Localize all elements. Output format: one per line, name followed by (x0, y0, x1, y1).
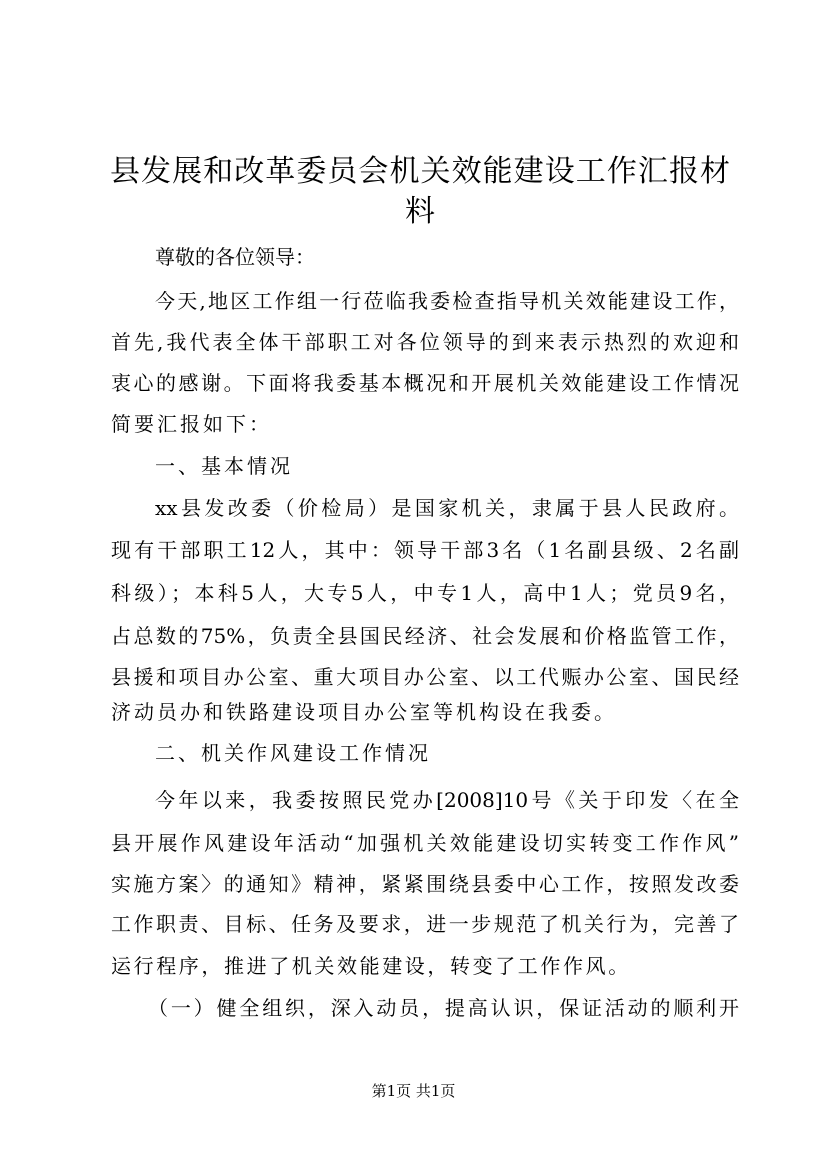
text-line: 科级）；本科5人，大专5人，中专1人，高中1人；党员9名， (111, 581, 739, 605)
section-heading-1: 一、基本情况 (155, 454, 293, 478)
text-line: 占总数的75%，负责全县国民经济、社会发展和价格监管工作， (111, 624, 739, 648)
page-footer: 第1页 共1页 (371, 1082, 456, 1100)
text-line: 衷心的感谢。下面将我委基本概况和开展机关效能建设工作情况 (111, 371, 739, 395)
text-line: 实施方案〉的通知》精神，紧紧围绕县委中心工作，按照发改委 (111, 872, 739, 896)
text-line: 今年以来，我委按照民党办[2008]10号《关于印发〈在全 (155, 788, 739, 812)
document-title-line-1: 县发展和改革委员会机关效能建设工作汇报材 (110, 154, 730, 189)
text-line: xx县发改委（价检局）是国家机关，隶属于县人民政府。 (155, 496, 739, 520)
text-line: 运行程序，推进了机关效能建设，转变了工作作风。 (111, 954, 631, 978)
section-heading-2: 二、机关作风建设工作情况 (155, 741, 431, 765)
document-title-line-2: 料 (405, 194, 435, 229)
text-line: 今天,地区工作组一行莅临我委检查指导机关效能建设工作， (155, 289, 739, 313)
salutation: 尊敬的各位领导： (155, 245, 315, 269)
text-line: 县开展作风建设年活动“加强机关效能建设切实转变工作作风” (111, 831, 739, 855)
text-line: 济动员办和铁路建设项目办公室等机构设在我委。 (111, 700, 617, 724)
text-line: 工作职责、目标、任务及要求，进一步规范了机关行为，完善了 (111, 912, 739, 936)
subsection-heading: （一）健全组织，深入动员，提高认识，保证活动的顺利开 (148, 996, 739, 1020)
text-line: 简要汇报如下： (111, 412, 272, 436)
text-line: 首先,我代表全体干部职工对各位领导的到来表示热烈的欢迎和 (111, 330, 739, 354)
text-line: 县援和项目办公室、重大项目办公室、以工代赈办公室、国民经 (111, 665, 739, 689)
text-line: 现有干部职工12人，其中：领导干部3名（1名副县级、2名副 (111, 538, 739, 562)
